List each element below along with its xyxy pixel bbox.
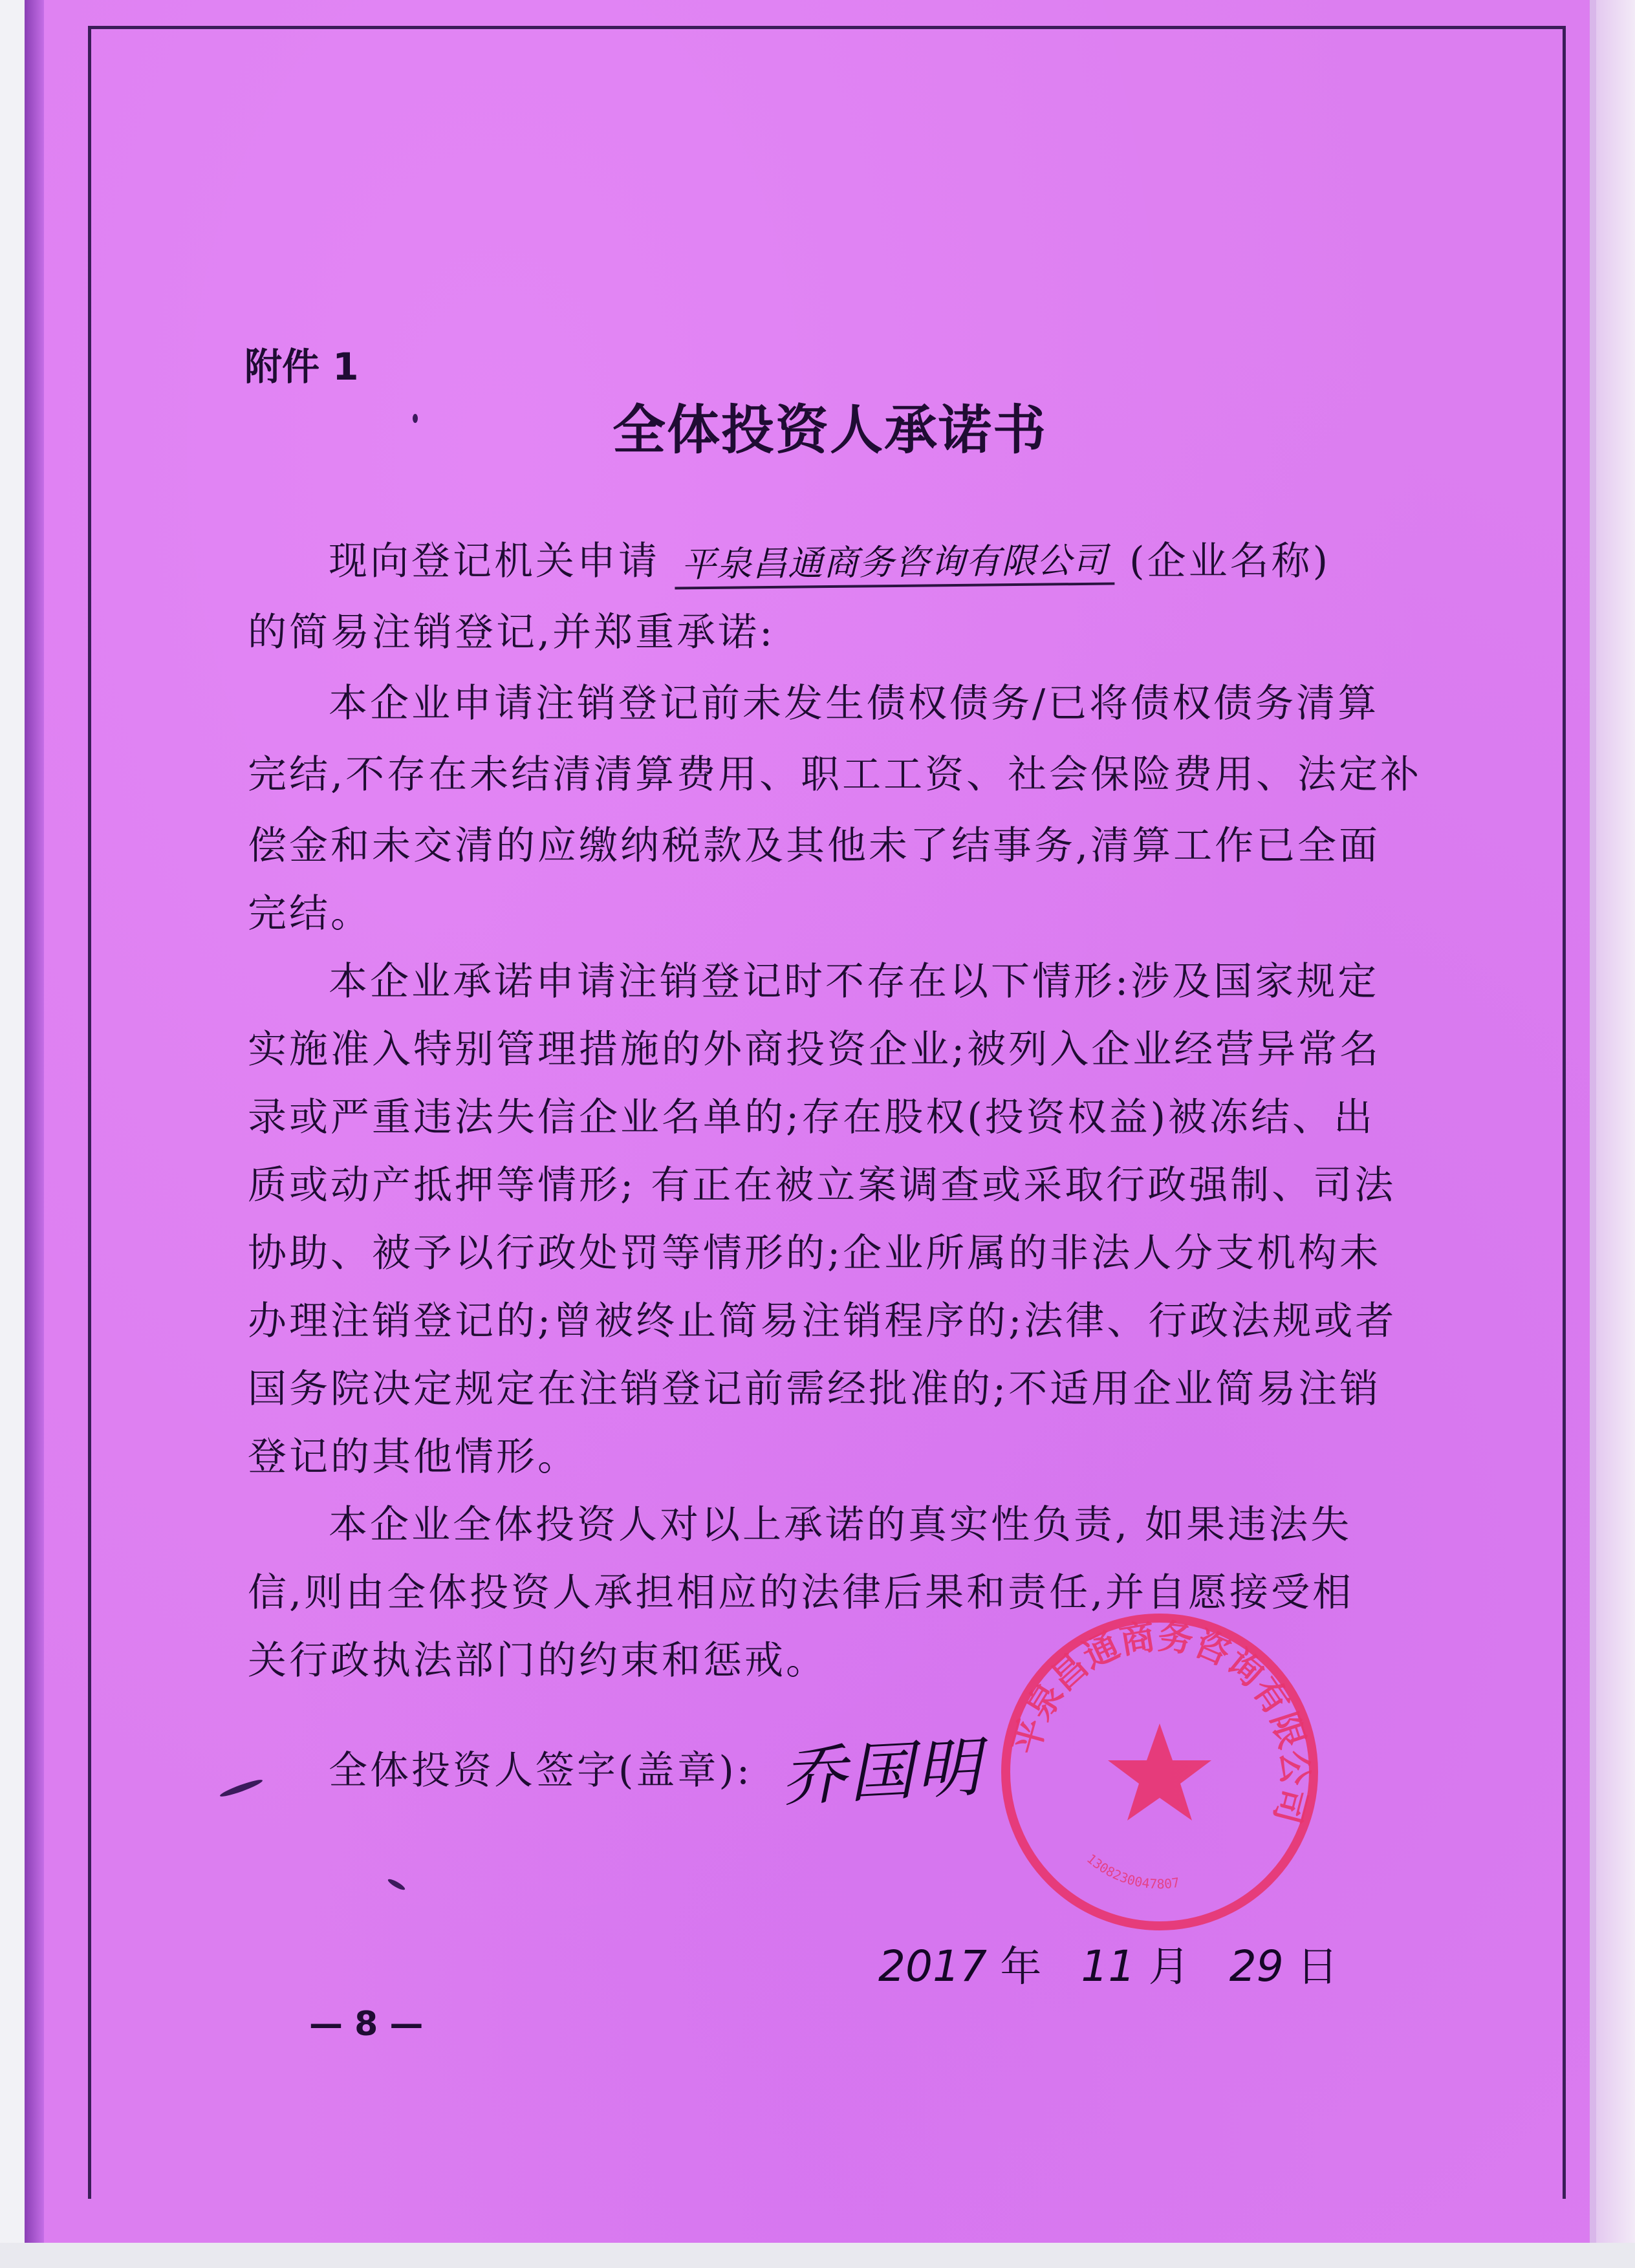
date-year-unit: 年 xyxy=(1000,1943,1042,1991)
paragraph2-line: 本企业承诺申请注销登记时不存在以下情形:涉及国家规定 xyxy=(329,959,1380,1004)
paragraph2-line: 实施准入特别管理措施的外商投资企业;被列入企业经营异常名 xyxy=(248,1027,1381,1072)
paragraph1-line: 本企业申请注销登记前未发生债权债务/已将债权债务清算 xyxy=(329,681,1380,726)
frame-right-line xyxy=(1563,26,1566,2199)
seal-code: 1308230047807 xyxy=(1083,1850,1181,1892)
seal-text: 平泉昌通商务咨询有限公司 xyxy=(1005,1615,1316,1828)
page-left-shadow xyxy=(25,0,44,2243)
paragraph2-line: 录或严重违法失信企业名单的;存在股权(投资权益)被冻结、出 xyxy=(248,1095,1376,1140)
ink-speck xyxy=(219,1777,263,1798)
scanner-bottom-margin xyxy=(0,2243,1635,2268)
paragraph3-line: 信,则由全体投资人承担相应的法律后果和责任,并自愿接受相 xyxy=(248,1570,1354,1615)
date-month: 11 xyxy=(1081,1941,1136,1991)
company-name-handwritten: 平泉昌通商务咨询有限公司 xyxy=(675,532,1115,589)
ink-speck xyxy=(387,1877,406,1892)
paragraph3-line: 关行政执法部门的约束和惩戒。 xyxy=(248,1638,827,1683)
frame-left-line xyxy=(88,26,91,2199)
paragraph2-line: 协助、被予以行政处罚等情形的;企业所属的非法人分支机构未 xyxy=(248,1231,1381,1276)
attachment-label: 附件 1 xyxy=(244,345,359,389)
date-day: 29 xyxy=(1229,1941,1284,1991)
scanned-page xyxy=(25,0,1596,2243)
paragraph2-line: 国务院决定规定在注销登记前需经批准的;不适用企业简易注销 xyxy=(248,1366,1381,1412)
paragraph3-line: 本企业全体投资人对以上承诺的真实性负责, 如果违法失 xyxy=(329,1502,1352,1548)
date-day-unit: 日 xyxy=(1297,1943,1339,1991)
signature-label: 全体投资人签字(盖章): xyxy=(329,1748,753,1793)
company-seal xyxy=(998,1610,1321,1934)
star-icon xyxy=(1108,1723,1211,1820)
svg-text:1308230047807 xyxy=(1084,1851,1181,1892)
document-title: 全体投资人承诺书 xyxy=(612,400,1047,461)
paragraph2-line: 办理注销登记的;曾被终止简易注销程序的;法律、行政法规或者 xyxy=(248,1299,1397,1344)
intro-suffix: (企业名称) xyxy=(1129,539,1330,584)
page-right-edge xyxy=(1590,0,1596,2243)
paragraph2-line: 登记的其他情形。 xyxy=(248,1434,579,1480)
sign-date xyxy=(878,1934,1338,1993)
frame-top-line xyxy=(88,26,1563,29)
paragraph1-line: 偿金和未交清的应缴纳税款及其他未了结事务,清算工作已全面 xyxy=(248,823,1381,869)
scanner-side-margin xyxy=(1596,0,1635,2243)
paragraph1-line: 完结,不存在未结清清算费用、职工工资、社会保险费用、法定补 xyxy=(248,752,1422,797)
date-month-unit: 月 xyxy=(1148,1943,1190,1991)
intro-prefix: 现向登记机关申请 xyxy=(329,539,660,584)
paragraph2-line: 质或动产抵押等情形; 有正在被立案调查或采取行政强制、司法 xyxy=(248,1163,1396,1208)
investor-signature: 乔国明 xyxy=(779,1729,986,1816)
intro-line-1 xyxy=(329,530,1330,587)
intro-line-2: 的简易注销登记,并郑重承诺: xyxy=(248,610,775,655)
date-year: 2017 xyxy=(878,1941,987,1991)
page-number: — 8 — xyxy=(309,2005,424,2044)
paragraph1-line: 完结。 xyxy=(248,891,372,936)
